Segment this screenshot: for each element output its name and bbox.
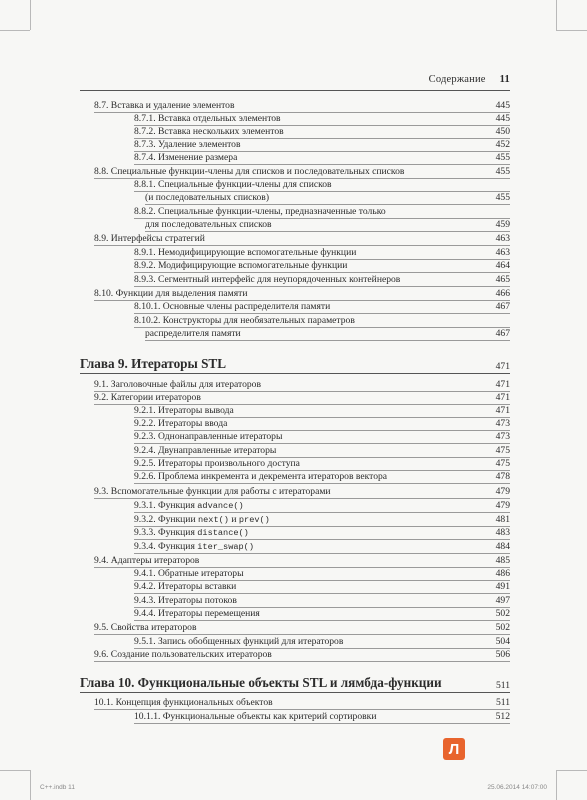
entry-number: 8.8.1. — [134, 179, 156, 190]
toc-subsection-entry — [134, 405, 510, 418]
running-header-title: Содержание — [428, 74, 486, 85]
footer-file: C++.indb 11 — [40, 784, 75, 791]
toc-subsection-entry — [134, 636, 510, 649]
entry-number: 9.3.1. — [134, 500, 156, 511]
entry-page-number: 475 — [495, 445, 510, 456]
entry-number: 10.1. — [94, 697, 114, 708]
entry-title: Немодифицирующие вспомогательные функции — [158, 247, 357, 258]
entry-number: 9.4.4. — [134, 608, 156, 619]
entry-page-number: 450 — [495, 126, 510, 137]
toc-subsection-entry — [134, 418, 510, 431]
entry-page-number: 485 — [495, 555, 510, 566]
entry-title: распределителя памяти — [145, 328, 241, 339]
crop-mark — [30, 0, 31, 30]
entry-title: Итераторы ввода — [158, 418, 228, 429]
entry-number: 9.2.4. — [134, 445, 156, 456]
toc-subsection-entry — [134, 568, 510, 581]
entry-page-number: 455 — [495, 152, 510, 163]
entry-page-number: 464 — [495, 260, 510, 271]
chapter-page-number: 471 — [495, 361, 510, 372]
entry-title: Заголовочные файлы для итераторов — [110, 379, 261, 390]
toc-subsection-entry — [134, 139, 510, 152]
entry-title: Проблема инкремента и декремента итераторов вектора — [158, 471, 388, 482]
toc-section-entry — [94, 392, 510, 405]
entry-number: 8.10. — [94, 288, 114, 299]
entry-title: Концепция функциональных объектов — [115, 697, 273, 708]
entry-title: Адаптеры итераторов — [110, 555, 200, 566]
toc-subsection-entry — [134, 541, 510, 554]
entry-number: 8.7.4. — [134, 152, 156, 163]
entry-title: Итераторы вставки — [158, 581, 237, 592]
toc-subsection-entry — [145, 219, 510, 232]
entry-title: Изменение размера — [158, 152, 238, 163]
entry-number: 8.8.2. — [134, 206, 156, 217]
toc-section-entry — [94, 649, 510, 662]
entry-page-number: 483 — [495, 527, 510, 538]
crop-mark — [0, 770, 30, 771]
entry-number: 8.9.2. — [134, 260, 156, 271]
toc-chapter-heading — [80, 675, 510, 691]
header-rule — [80, 90, 510, 91]
footer-timestamp: 25.06.2014 14:07:00 — [487, 784, 547, 791]
entry-title: Итераторы вывода — [158, 405, 234, 416]
entry-title: (и последовательных списков) — [145, 192, 270, 203]
toc-subsection-entry — [134, 274, 510, 287]
toc-subsection-entry — [134, 500, 510, 513]
entry-title: Функция — [158, 541, 195, 552]
entry-title: Итераторы перемещения — [158, 608, 260, 619]
entry-page-number: 497 — [495, 595, 510, 606]
entry-number: 9.4. — [94, 555, 109, 566]
entry-number: 8.9.3. — [134, 274, 156, 285]
entry-number: 9.6. — [94, 649, 109, 660]
toc-subsection-entry — [134, 179, 510, 192]
entry-number: 9.3.4. — [134, 541, 156, 552]
entry-number: 8.7.2. — [134, 126, 156, 137]
chapter-title: Глава 9. Итераторы STL — [80, 356, 227, 371]
entry-title: Функция — [158, 500, 195, 511]
entry-page-number: 471 — [495, 379, 510, 390]
entry-page-number: 467 — [495, 328, 510, 339]
entry-title: Интерфейсы стратегий — [110, 233, 205, 244]
entry-title: Функции — [158, 514, 196, 525]
entry-title: Вставка отдельных элементов — [158, 113, 281, 124]
publisher-logo: Л — [443, 738, 465, 760]
entry-page-number: 445 — [495, 100, 510, 111]
running-header-page-number: 11 — [499, 74, 510, 85]
entry-title: Конструкторы для необязательных параметров — [162, 315, 355, 326]
entry-page-number: 463 — [495, 233, 510, 244]
entry-page-number: 478 — [495, 471, 510, 482]
entry-title: Вспомогательные функции для работы с итераторами — [110, 486, 331, 497]
entry-number: 8.7. — [94, 100, 109, 111]
entry-title: Обратные итераторы — [158, 568, 244, 579]
entry-title: Вставка нескольких элементов — [158, 126, 284, 137]
running-header — [80, 74, 510, 85]
entry-page-number: 484 — [495, 541, 510, 552]
toc-section-entry — [94, 622, 510, 635]
entry-number: 9.5.1. — [134, 636, 156, 647]
entry-code: distance() — [197, 528, 249, 538]
entry-page-number: 512 — [495, 711, 510, 722]
toc-subsection-entry — [134, 206, 510, 219]
entry-title: Итераторы произвольного доступа — [158, 458, 300, 469]
toc-section-entry — [94, 100, 510, 113]
entry-page-number: 459 — [495, 219, 510, 230]
entry-page-number: 511 — [495, 697, 510, 708]
entry-title: Специальные функции-члены для списков — [158, 179, 332, 190]
entry-number: 9.3. — [94, 486, 109, 497]
entry-number: 8.8. — [94, 166, 109, 177]
entry-page-number: 481 — [495, 514, 510, 525]
entry-page-number: 486 — [495, 568, 510, 579]
toc-subsection-entry — [134, 247, 510, 260]
toc-section-entry — [94, 486, 510, 499]
entry-page-number: 467 — [495, 301, 510, 312]
chapter-title: Глава 10. Функциональные объекты STL и лямбда-функции — [80, 675, 442, 690]
entry-page-number: 475 — [495, 458, 510, 469]
entry-number: 9.5. — [94, 622, 109, 633]
entry-page-number: 471 — [495, 392, 510, 403]
crop-mark — [556, 30, 587, 31]
crop-mark — [556, 770, 587, 771]
entry-number: 8.7.3. — [134, 139, 156, 150]
entry-title: Свойства итераторов — [110, 622, 197, 633]
entry-title: для последовательных списков — [145, 219, 272, 230]
entry-page-number: 502 — [495, 608, 510, 619]
toc-section-entry — [94, 555, 510, 568]
entry-code: next() — [197, 515, 229, 525]
toc-section-entry — [94, 697, 510, 710]
toc-subsection-entry — [134, 711, 510, 724]
entry-page-number: 455 — [495, 192, 510, 203]
chapter-rule — [80, 373, 510, 374]
toc-subsection-entry — [134, 471, 510, 484]
entry-number: 8.9.1. — [134, 247, 156, 258]
entry-page-number: 455 — [495, 166, 510, 177]
entry-title: Функция — [158, 527, 195, 538]
entry-page-number: 445 — [495, 113, 510, 124]
entry-title: Итераторы потоков — [158, 595, 237, 606]
entry-page-number: 463 — [495, 247, 510, 258]
entry-number: 9.4.2. — [134, 581, 156, 592]
entry-conjunction: и — [231, 514, 237, 525]
entry-title: Специальные функции-члены для списков и последовательных списков — [110, 166, 405, 177]
entry-number: 9.1. — [94, 379, 109, 390]
entry-page-number: 452 — [495, 139, 510, 150]
toc-subsection-entry — [134, 315, 510, 328]
toc-chapter-heading — [80, 356, 510, 372]
toc-section-entry — [94, 288, 510, 301]
entry-title: Функции для выделения памяти — [115, 288, 248, 299]
entry-title: Однонаправленные итераторы — [158, 431, 283, 442]
entry-page-number: 506 — [495, 649, 510, 660]
toc-subsection-entry — [145, 328, 510, 341]
entry-title: Удаление элементов — [158, 139, 241, 150]
entry-number: 10.1.1. — [134, 711, 161, 722]
entry-title: Создание пользовательских итераторов — [110, 649, 272, 660]
entry-number: 8.9. — [94, 233, 109, 244]
chapter-rule — [80, 692, 510, 693]
entry-page-number: 466 — [495, 288, 510, 299]
entry-page-number: 473 — [495, 418, 510, 429]
toc-section-entry — [94, 166, 510, 179]
toc-subsection-entry — [134, 514, 510, 527]
entry-title: Двунаправленные итераторы — [158, 445, 277, 456]
entry-page-number: 465 — [495, 274, 510, 285]
toc-subsection-entry — [134, 152, 510, 165]
entry-number: 8.7.1. — [134, 113, 156, 124]
entry-number: 9.2.2. — [134, 418, 156, 429]
entry-number: 9.2.5. — [134, 458, 156, 469]
toc-subsection-entry — [134, 458, 510, 471]
entry-number: 8.10.1. — [134, 301, 161, 312]
entry-page-number: 479 — [495, 486, 510, 497]
entry-page-number: 491 — [495, 581, 510, 592]
toc-subsection-entry — [134, 608, 510, 621]
entry-title: Специальные функции-члены, предназначенные только — [158, 206, 386, 217]
entry-page-number: 504 — [495, 636, 510, 647]
entry-title: Запись обобщенных функций для итераторов — [158, 636, 344, 647]
toc-subsection-entry — [134, 260, 510, 273]
entry-number: 9.2.1. — [134, 405, 156, 416]
entry-title: Модифицирующие вспомогательные функции — [158, 260, 348, 271]
toc-subsection-entry — [134, 595, 510, 608]
toc-subsection-entry — [134, 126, 510, 139]
entry-title: Сегментный интерфейс для неупорядоченных контейнеров — [158, 274, 401, 285]
entry-page-number: 473 — [495, 431, 510, 442]
crop-mark — [30, 770, 31, 800]
toc-section-entry — [94, 379, 510, 392]
entry-code: iter_swap() — [197, 542, 254, 552]
toc-subsection-entry — [134, 301, 510, 314]
entry-title: Вставка и удаление элементов — [110, 100, 235, 111]
entry-title: Категории итераторов — [110, 392, 201, 403]
chapter-page-number: 511 — [495, 680, 510, 691]
entry-number: 9.3.3. — [134, 527, 156, 538]
entry-number: 9.4.3. — [134, 595, 156, 606]
entry-number: 9.2. — [94, 392, 109, 403]
entry-page-number: 471 — [495, 405, 510, 416]
crop-mark — [556, 770, 557, 800]
entry-number: 9.3.2. — [134, 514, 156, 525]
print-footer — [40, 784, 547, 791]
entry-page-number: 479 — [495, 500, 510, 511]
entry-number: 9.4.1. — [134, 568, 156, 579]
entry-title: Основные члены распределителя памяти — [162, 301, 331, 312]
toc-subsection-entry — [145, 192, 510, 205]
entry-number: 9.2.6. — [134, 471, 156, 482]
toc-subsection-entry — [134, 581, 510, 594]
crop-mark — [0, 30, 30, 31]
entry-number: 8.10.2. — [134, 315, 161, 326]
entry-page-number: 502 — [495, 622, 510, 633]
entry-number: 9.2.3. — [134, 431, 156, 442]
entry-code: prev() — [238, 515, 270, 525]
toc-subsection-entry — [134, 431, 510, 444]
entry-code: advance() — [197, 501, 244, 511]
crop-mark — [556, 0, 557, 30]
toc-subsection-entry — [134, 113, 510, 126]
entry-title: Функциональные объекты как критерий сортировки — [162, 711, 377, 722]
toc-section-entry — [94, 233, 510, 246]
toc-subsection-entry — [134, 445, 510, 458]
toc-subsection-entry — [134, 527, 510, 540]
